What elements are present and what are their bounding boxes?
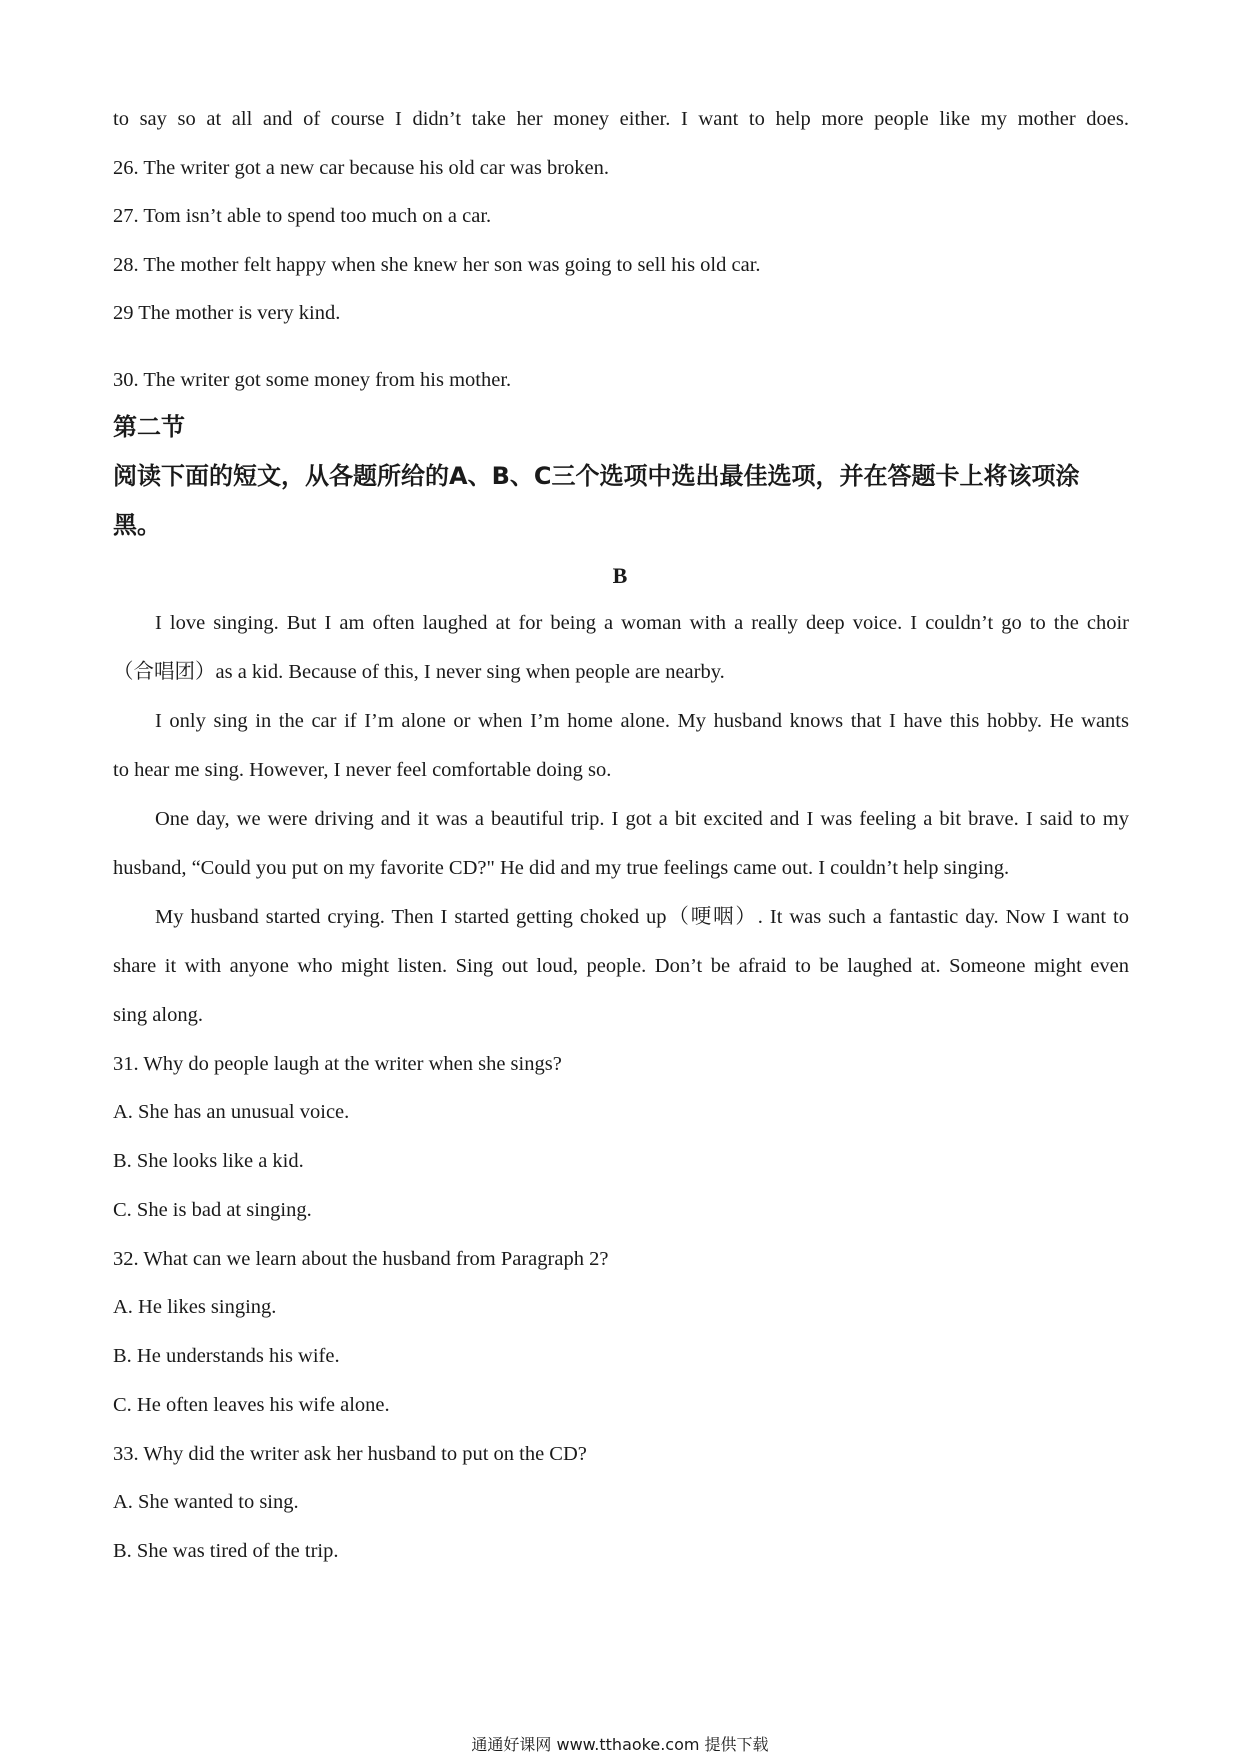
- text-line: to say so at all and of course I didn’t take her money either. I want to help more people like my mother does.: [113, 108, 1129, 130]
- option-31-a: A. She has an unusual voice.: [113, 1101, 350, 1123]
- passage-line: I love singing. But I am often laughed at for being a woman with a really deep voice. I couldn’t go to the choir: [155, 612, 1129, 634]
- option-32-c: C. He often leaves his wife alone.: [113, 1394, 390, 1416]
- passage-line: I only sing in the car if I’m alone or when I’m home alone. My husband knows that I have this hobby. He wants: [155, 710, 1129, 732]
- question-33: 33. Why did the writer ask her husband to put on the CD?: [113, 1443, 587, 1465]
- passage-line: share it with anyone who might listen. Sing out loud, people. Don’t be afraid to be laughed at. Someone might even: [113, 955, 1129, 977]
- question-32: 32. What can we learn about the husband from Paragraph 2?: [113, 1248, 609, 1270]
- passage-line: One day, we were driving and it was a beautiful trip. I got a bit excited and I was feeling a bit brave. I said to my: [155, 808, 1129, 830]
- statement-26: 26. The writer got a new car because his old car was broken.: [113, 157, 609, 179]
- option-31-b: B. She looks like a kid.: [113, 1150, 304, 1172]
- option-33-b: B. She was tired of the trip.: [113, 1540, 339, 1562]
- option-32-a: A. He likes singing.: [113, 1296, 277, 1318]
- statement-27: 27. Tom isn’t able to spend too much on a car.: [113, 205, 492, 227]
- section-instruction-cont: 黑。: [113, 511, 161, 539]
- passage-line: sing along.: [113, 1004, 203, 1026]
- option-33-a: A. She wanted to sing.: [113, 1491, 299, 1513]
- passage-line: My husband started crying. Then I started getting choked up（哽咽）. It was such a fantastic day. Now I want to: [155, 906, 1129, 928]
- statement-28: 28. The mother felt happy when she knew her son was going to sell his old car.: [113, 254, 761, 276]
- statement-29: 29 The mother is very kind.: [113, 302, 341, 324]
- option-31-c: C. She is bad at singing.: [113, 1199, 312, 1221]
- section-heading: 第二节: [113, 413, 185, 441]
- question-31: 31. Why do people laugh at the writer when she sings?: [113, 1053, 562, 1075]
- section-instruction: 阅读下面的短文，从各题所给的A、B、C三个选项中选出最佳选项，并在答题卡上将该项涂: [113, 462, 1080, 490]
- passage-letter: B: [612, 563, 628, 588]
- statement-30: 30. The writer got some money from his mother.: [113, 369, 512, 391]
- passage-line: to hear me sing. However, I never feel comfortable doing so.: [113, 759, 612, 781]
- passage-line: husband, “Could you put on my favorite CD?" He did and my true feelings came out. I couldn’t help singing.: [113, 857, 1010, 879]
- passage-line: （合唱团）as a kid. Because of this, I never sing when people are nearby.: [113, 661, 725, 683]
- option-32-b: B. He understands his wife.: [113, 1345, 340, 1367]
- page-footer: 通通好课网 www.tthaoke.com 提供下载: [471, 1735, 769, 1754]
